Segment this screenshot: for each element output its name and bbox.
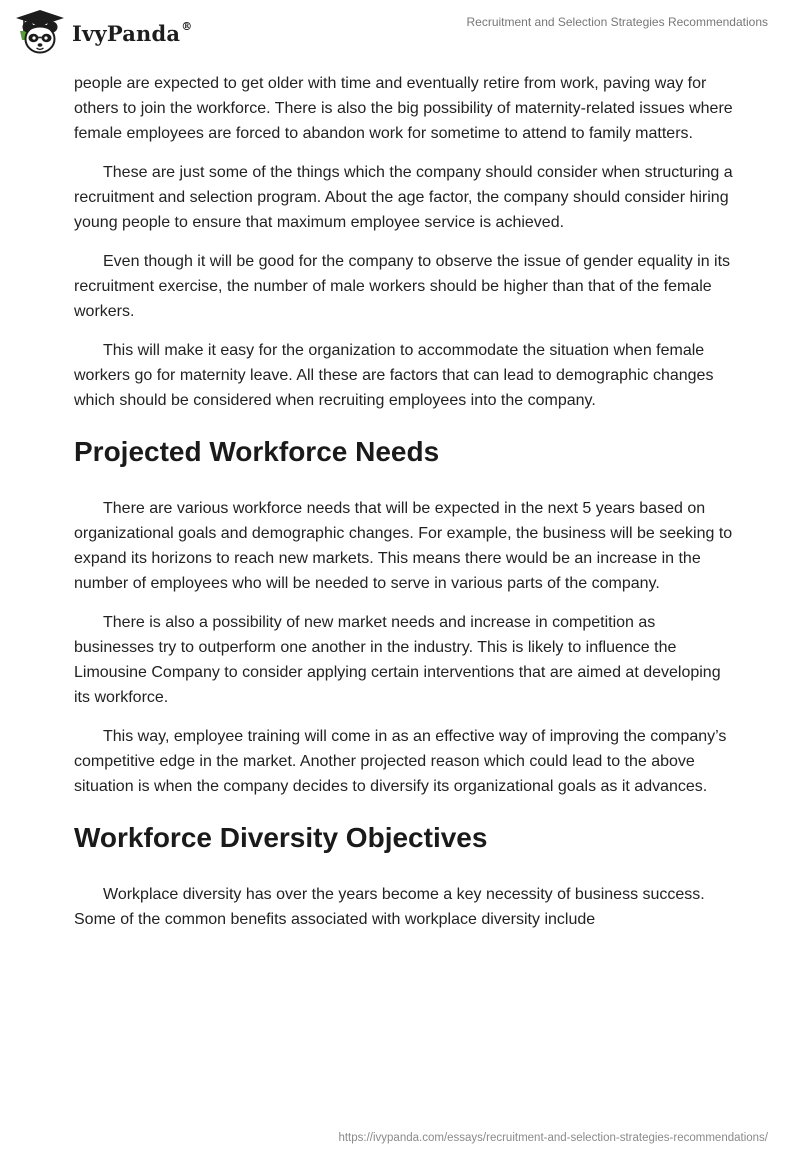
brand-name: [72, 21, 192, 46]
paragraph: This way, employee training will come in as an effective way of improving the company’s competitive edge in the market. Another projected reason which could lead to the above situation is when the company decides to diversify its organizational goals as it advances.: [74, 728, 727, 795]
page-header: [0, 0, 800, 64]
source-url-link[interactable]: https://ivypanda.com/essays/recruitment-and-selection-strategies-recommendations/: [338, 1132, 768, 1144]
paragraph: There is also a possibility of new market needs and increase in competition as businesses try to outperform one another in the industry. This is likely to influence the Limousine Company to consider applying certain interventions that are aimed at developing its workforce.: [74, 614, 721, 706]
document-title: Recruitment and Selection Strategies Recommendations: [466, 15, 768, 29]
essay-content: [74, 71, 734, 946]
paragraph: This will make it easy for the organization to accommodate the situation when female workers go for maternity leave. All these are factors that can lead to demographic changes which should be considered when recruiting employees into the company.: [74, 342, 714, 409]
paragraph: These are just some of the things which the company should consider when structuring a recruitment and selection program. About the age factor, the company should consider hiring young people to ensure that maximum employee service is achieved.: [74, 164, 733, 231]
paragraph: Even though it will be good for the company to observe the issue of gender equality in its recruitment exercise, the number of male workers should be higher than that of the female workers.: [74, 253, 731, 320]
panda-logo-icon: [14, 8, 66, 56]
section-heading-workforce-diversity-objectives: Workforce Diversity Objectives: [74, 822, 488, 853]
brand-logo[interactable]: [14, 8, 192, 56]
section-heading-projected-workforce-needs: Projected Workforce Needs: [74, 436, 440, 467]
registered-mark: ®: [181, 19, 193, 33]
brand-name-text: IvyPanda: [72, 20, 181, 46]
paragraph: people are expected to get older with time and eventually retire from work, paving way for others to join the workforce. There is also the big possibility of maternity-related issues where female employees are forced to abandon work for sometime to attend to family matters.: [74, 75, 733, 142]
paragraph: Workplace diversity has over the years become a key necessity of business success. Some of the common benefits associated with workplace diversity include: [74, 886, 705, 928]
paragraph: There are various workforce needs that will be expected in the next 5 years based on organizational goals and demographic changes. For example, the business will be seeking to expand its horizons to reach new markets. This means there would be an increase in the number of employees who will be needed to serve in various parts of the company.: [74, 500, 733, 592]
